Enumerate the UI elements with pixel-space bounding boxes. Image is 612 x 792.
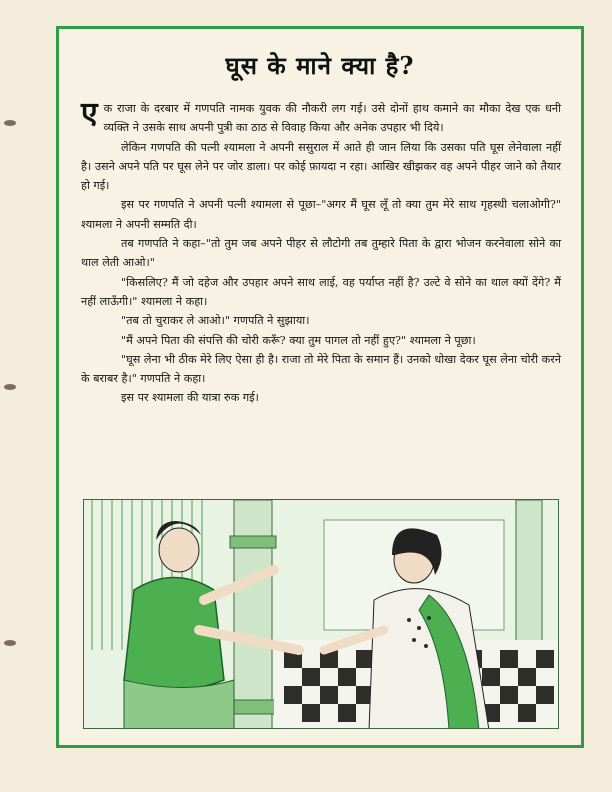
binder-hole-bottom bbox=[4, 640, 16, 646]
illustration-drawing bbox=[84, 500, 559, 729]
story-title: घूस के माने क्या है? bbox=[225, 51, 415, 80]
drop-cap: ए bbox=[81, 96, 98, 131]
paragraph-3: इस पर गणपति ने अपनी पत्नी श्यामला से पूछा–"अगर मैं घूस लूँ तो क्या तुम मेरे साथ गृहस्थी चलाओगी?" श्यामला ने अपनी सम्मति दी। bbox=[81, 198, 561, 231]
page-frame bbox=[56, 26, 584, 748]
paragraph-9: इस पर श्यामला की यात्रा रुक गई। bbox=[121, 391, 259, 405]
paragraph-7: "मैं अपने पिता की संपत्ति की चोरी करूँ? क्या तुम पागल तो नहीं हुए?" श्यामला ने पूछा। bbox=[121, 333, 476, 347]
binder-hole-middle bbox=[4, 384, 16, 390]
binder-hole-top bbox=[4, 120, 16, 126]
paragraph-5: "किसलिए? मैं जो दहेज और उपहार अपने साथ लाई, वह पर्याप्त नहीं है? उल्टे वे सोने का थाल क्यों देंगे? मैं नहीं लाऊँगी।" श्यामला ने कहा। bbox=[81, 275, 561, 308]
paragraph-1: एक राजा के दरबार में गणपति नामक युवक की नौकरी लग गई। उसे दोनों हाथ कमाने का मौका देख एक धनी व्यक्ति ने उसके साथ अपनी पुत्री का ठाठ से विवाह किया और अनेक उपहार भी दिये। bbox=[81, 96, 561, 135]
paragraph-6: "तब तो चुराकर ले आओ।" गणपति ने सुझाया। bbox=[121, 314, 310, 328]
paragraph-8: "घूस लेना भी ठीक मेरे लिए ऐसा ही है। राजा तो मेरे पिता के समान हैं। उनको धोखा देकर घूस लेना चोरी करने के बराबर है।" गणपति ने कहा। bbox=[81, 352, 561, 386]
paragraph-2: लेकिन गणपति की पत्नी श्यामला ने अपनी ससुराल में आते ही जान लिया कि उसका पति घूस लेनेवाला नहीं है। उसने अपने पति पर घूस लेने पर जोर डाला। पर कोई फ़ायदा न रहा। आखिर खीझकर वह अपने पीहर जाने को तैयार हो गई। bbox=[81, 140, 561, 193]
story-illustration bbox=[83, 499, 559, 729]
paragraph-4: तब गणपति ने कहा–"तो तुम जब अपने पीहर से लौटोगी तब तुम्हारे पिता के द्वारा भोजन करनेवाला सोने का थाल लेती आओ।" bbox=[81, 237, 561, 270]
story-text bbox=[81, 96, 561, 408]
